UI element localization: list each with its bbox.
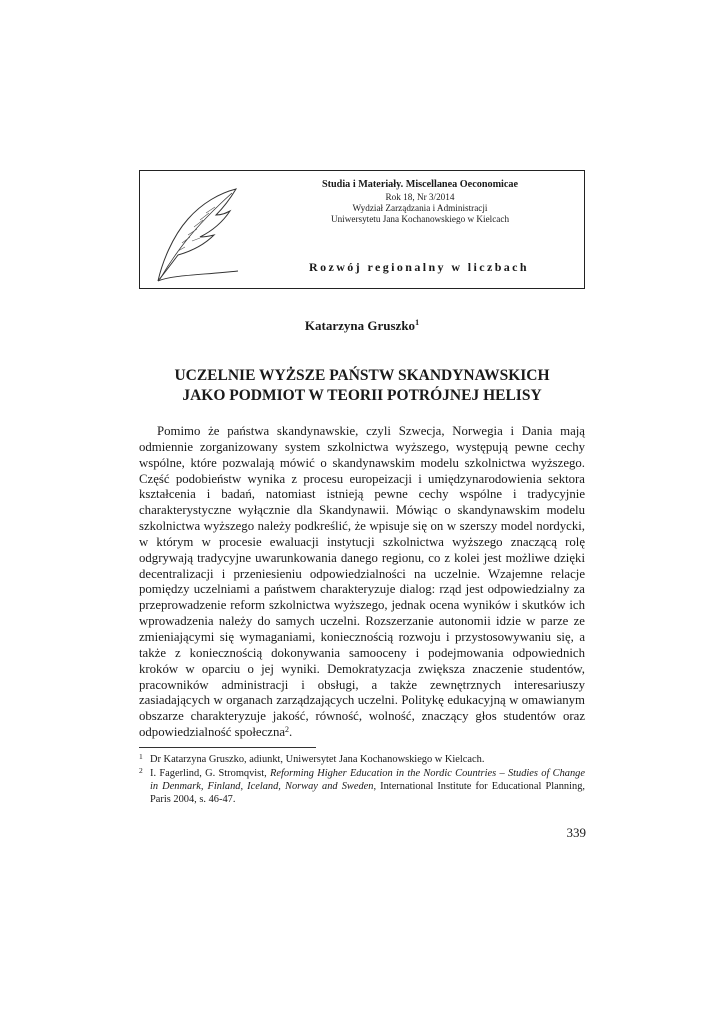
footnote-1 bbox=[139, 754, 585, 767]
article-title-line-2: JAKO PODMIOT W TEORII POTRÓJNEJ HELISY bbox=[182, 387, 542, 404]
footnote-number: 1 bbox=[139, 752, 143, 761]
journal-info bbox=[270, 179, 570, 225]
footnotes bbox=[139, 754, 585, 808]
body-footnote-ref: 2 bbox=[285, 725, 290, 735]
footnote-separator bbox=[139, 747, 316, 748]
quill-pen-icon bbox=[152, 185, 240, 283]
journal-university: Uniwersytetu Jana Kochanowskiego w Kielcach bbox=[330, 213, 510, 224]
body-paragraph bbox=[139, 424, 585, 741]
author-name-text: Katarzyna Gruszko bbox=[304, 318, 416, 333]
journal-issue: Rok 18, Nr 3/2014 bbox=[385, 191, 455, 202]
journal-header-box bbox=[139, 170, 585, 289]
series-title: Rozwój regionalny w liczbach bbox=[309, 260, 529, 274]
body-paragraph-end: . bbox=[289, 725, 293, 740]
footnote-book-title: Reforming Higher Education in the Nordic Countries – Studies of Change in Denmark, Finland, Iceland, Norway and Sweden bbox=[150, 767, 585, 792]
page-number: 339 bbox=[566, 825, 586, 840]
author-name bbox=[0, 318, 724, 334]
journal-faculty: Wydział Zarządzania i Administracji bbox=[352, 202, 488, 213]
author-footnote-ref: 1 bbox=[415, 318, 420, 327]
footnote-text: Dr Katarzyna Gruszko, adiunkt, Uniwersytet Jana Kochanowskiego w Kielcach. bbox=[150, 754, 485, 765]
body-paragraph-text: Pomimo że państwa skandynawskie, czyli Szwecja, Norwegia i Dania mają odmiennie zorganizowany system szkolnictwa wyższego, występują pewne cechy wspólne, które pozwalają mówić o skandynawskim modelu szkolnictwa wyższego. Część podobieństw wynika z procesu europeizacji i umiędzynarodowienia sektora kształcenia i badań, natomiast istnieją pewne cechy wspólne i tradycyjnie charakterystyczne wyłącznie dla Skandynawii. Mówiąc o skandynawskim modelu szkolnictwa wyższego należy podkreślić, że wpisuje się on w szerszy model nordycki, w którym w procesie ewaluacji instytucji szkolnictwa wyższego znaczącą rolę odgrywają tradycyjne uwarunkowania danego regionu, co z kolei jest możliwe dzięki decentralizacji i przeniesieniu odpowiedzialności na uczelnie. Wzajemne relacje pomiędzy uczelniami a państwem charakteryzuje dialog: rząd jest odpowiedzialny za przeprowadzenie reform szkolnictwa wyższego, jednak ocena wyników i skutków ich wprowadzenia należy do samych uczelni. Rozszerzanie autonomii idzie w parze ze zmieniającymi się wymaganiami, koniecznością rozwoju i przystosowywaniu się, a także z koniecznością dokonywania samooceny i podejmowania odpowiednich kroków w oparciu o jej wyniki. Demokratyzacja zwiększa znaczenie studentów, pracowników administracji i obsługi, a także zewnętrznych interesariuszy zasiadających w organach zarządzających uczelni. Politykę edukacyjną w omawianym obszarze charakteryzuje jakość, równość, wolność, znaczący głos studentów oraz odpowiedzialność społeczna bbox=[139, 424, 585, 740]
journal-title: Studia i Materiały. Miscellanea Oeconomicae bbox=[321, 179, 519, 190]
footnote-number: 2 bbox=[139, 765, 143, 775]
article-title bbox=[100, 366, 624, 406]
footnote-2 bbox=[139, 765, 585, 807]
article-title-line-1: UCZELNIE WYŻSZE PAŃSTW SKANDYNAWSKICH bbox=[174, 367, 550, 384]
footnote-authors: I. Fagerlind, G. Stromqvist, bbox=[150, 767, 271, 779]
footnote-publisher: , International Institute for Educational Planning, Paris 2004, s. 46-47. bbox=[150, 780, 585, 805]
